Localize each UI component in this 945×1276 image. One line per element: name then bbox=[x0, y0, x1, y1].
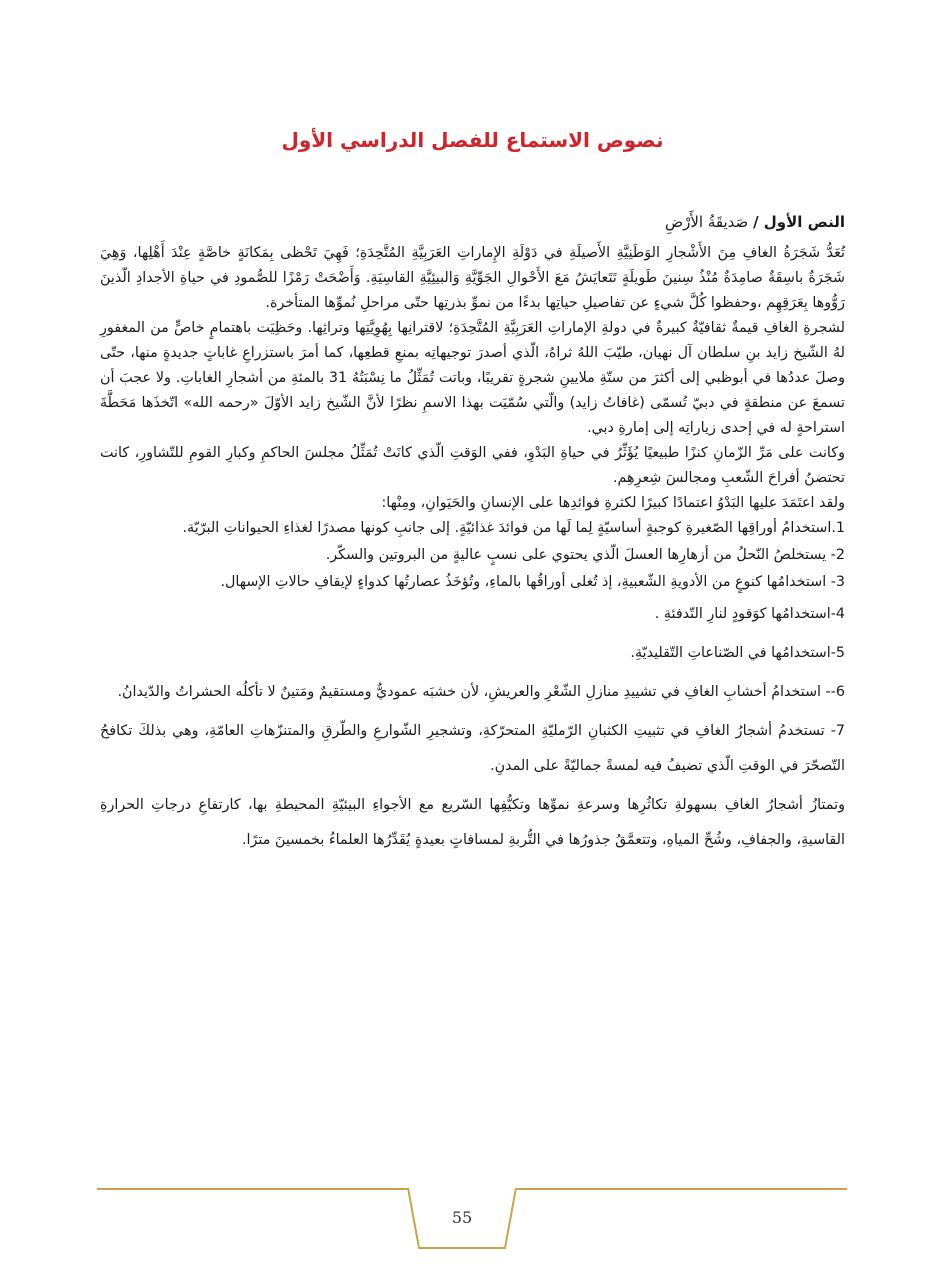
benefit-item-5: 5-استخدامُها في الصّناعاتِ التّقليديّةِ. bbox=[630, 645, 845, 661]
text-heading bbox=[100, 210, 845, 235]
benefit-item-6: 6-- استخدامُ أخشابِ الغافِ في تشييدِ منازلِ الشّعْرِ والعريشِ، لأن خشبَه عموديٌّ ومستقيمٌ ومَتينٌ لا تأكلُه الحشراتُ والدّيدانُ. bbox=[117, 684, 845, 700]
paragraph-benefits-intro: ولقد اعتَمَدَ عليها البَدْوُ اعتمادًا كبيرًا لكثرةِ فوائدِها على الإنسانِ والحَيَوانِ، ومِنْها: bbox=[381, 495, 845, 511]
paragraph-closing: وتمتازُ أشجارُ الغافِ بسهولةِ تكاثُرِها وسرعةِ نموِّها وتكيُّفِها السّريع مع الأجواءِ البيئيّةِ المحيطةِ بها، كارتفاعِ درجاتِ الحرارةِ القاسيةِ، والجفافِ، وشُحِّ المياهِ، وتتعمَّقُ جذورُها في التُّربةِ لمسافاتٍ بعيدةٍ يُقَدِّرُها العلماءُ بخمسينَ مترًا. bbox=[100, 797, 845, 848]
text-body bbox=[100, 210, 845, 858]
text-subtitle: صَديقَةُ الأَرْضِ bbox=[664, 213, 749, 231]
benefit-item-3: 3- استخدامُها كنوعٍ من الأدويةِ الشّعبيةِ، إذ تُغلى أوراقُها بالماءِ، وتُؤخَذُ عصارتُها كدواءٍ لإيقافِ حالاتِ الإسهال. bbox=[220, 574, 845, 590]
paragraph-cultural-value: لشجرةِ الغافِ قيمةٌ ثقافيّةٌ كبيرةٌ في دولةِ الإماراتِ العَرَبِيَّةِ المُتَّحِدَةِ؛ لاقترانِها بِهُوِيَّتِها وتراثِها. وحَظِيَت باهتمامٍ خاصٍّ من المغفورِ لهُ الشّيخ زايد بنِ سلطان آل نهيان، طيّبَ اللهُ ثراهُ، الّذي أصدرَ توجيهاتِه بمنعِ قطعِها، كما أمرَ باستزراعِ غاباتٍ جديدةٍ منها، حتّى وصلَ عددُها في أبوظبي إلى أكثرَ من ستّةِ ملايينِ شجرةٍ تقريبًا، وباتت تُمَثِّلُ ما نِسْبَتُهُ 31 بالمئةِ من أشجارِ الغاباتِ. ولا عجبَ أن تسمعَ عن منطقةٍ في دبيّ تُسمّى (غافاتُ زايد) والّتي سُمّيَت بهذا الاسمِ نظرًا لأنَّ الشّيخ زايد الأوّلَ «رحمه الله» اتّخذَها مَحَطَّةَ استراحةٍ له في إحدى زياراتِه إلى إمارةِ دبي. bbox=[100, 320, 845, 436]
benefit-item-2: 2- يستخلصُ النّحلُ من أزهارِها العسلَ الّذي يحتوي على نسبٍ عاليةٍ من البروتين والسكّر. bbox=[325, 547, 845, 563]
paragraph-intro: تُعَدُّ شَجَرَةُ الغافِ مِنَ الأَشْجارِ الوَطَنِيَّةِ الأَصيلَةِ في دَوْلَةِ الإِماراتِ العَرَبِيَّةِ المُتَّحِدَةِ؛ فَهِيَ تَحْظى بِمَكانَةٍ خاصَّةٍ عِنْدَ أَهْلِها، وَهِيَ شَجَرَةٌ باسِقَةٌ صامِدَةٌ مُنْذُ سِنينَ طَويلَةٍ تَتَعايَشُ مَعَ الأَحْوالِ الجَوِّيَّةِ وَالبيئِيَّةِ القاسِيَةِ. وَأَضْحَتْ رَمْزًا للصُّمودِ في حياةِ الأجدادِ الّذينَ رَوُّوها بِعَرَقِهِم ،وحفظوا كُلَّ شيءٍ عن تفاصيلِ حياتِها بدءًا من نموِّ بذرتِها حتّى مراحلِ نُموِّها المتأخرة. bbox=[100, 245, 845, 311]
text-label: النص الأول / bbox=[753, 213, 845, 231]
paragraph-natural-treasure: وكانت على مَرِّ الزّمانِ كنزًا طبيعيًا يُؤَثِّرُ في حياةِ البَدْوِ، ففي الوَقتِ الّذي كانَتْ تُمَثِّلُ مجلسَ الحاكمِ وكبارِ القومِ للتّشاورِ، كانت تحتضنُ أفراحَ الشّعبِ ومجالسَ شِعرِهِم. bbox=[100, 445, 845, 486]
benefit-item-1: 1.استخدامُ أوراقِها الصّغيرةِ كوجبةٍ أساسيّةٍ لِما لَها من فوائدَ غذائيّةٍ. إلى جانبِ كونها مصدرًا لغذاءِ الحيواناتِ البرّيّة. bbox=[182, 520, 845, 536]
footer-rule-left bbox=[97, 1188, 409, 1190]
page-title: نصوص الاستماع للفصل الدراسي الأول bbox=[281, 128, 664, 152]
page-number: 55 bbox=[451, 1208, 473, 1227]
benefit-item-4: 4-استخدامُها كوَقودٍ لنارِ التّدفئةِ . bbox=[654, 606, 845, 622]
benefit-item-7: 7- تستخدمُ أشجارُ الغافِ في تثبيتِ الكثبانِ الرّمليّةِ المتحرّكةِ، وتشجيرِ الشّوارعِ والطّرقِ والمتنزّهاتِ العامّةِ، وهي بذلكَ تكافحُ التّصحّرَ في الوقتِ الّذي تضيفُ فيه لمسةً جماليّةً على المدنِ. bbox=[100, 723, 845, 774]
footer-rule-right bbox=[515, 1188, 847, 1190]
